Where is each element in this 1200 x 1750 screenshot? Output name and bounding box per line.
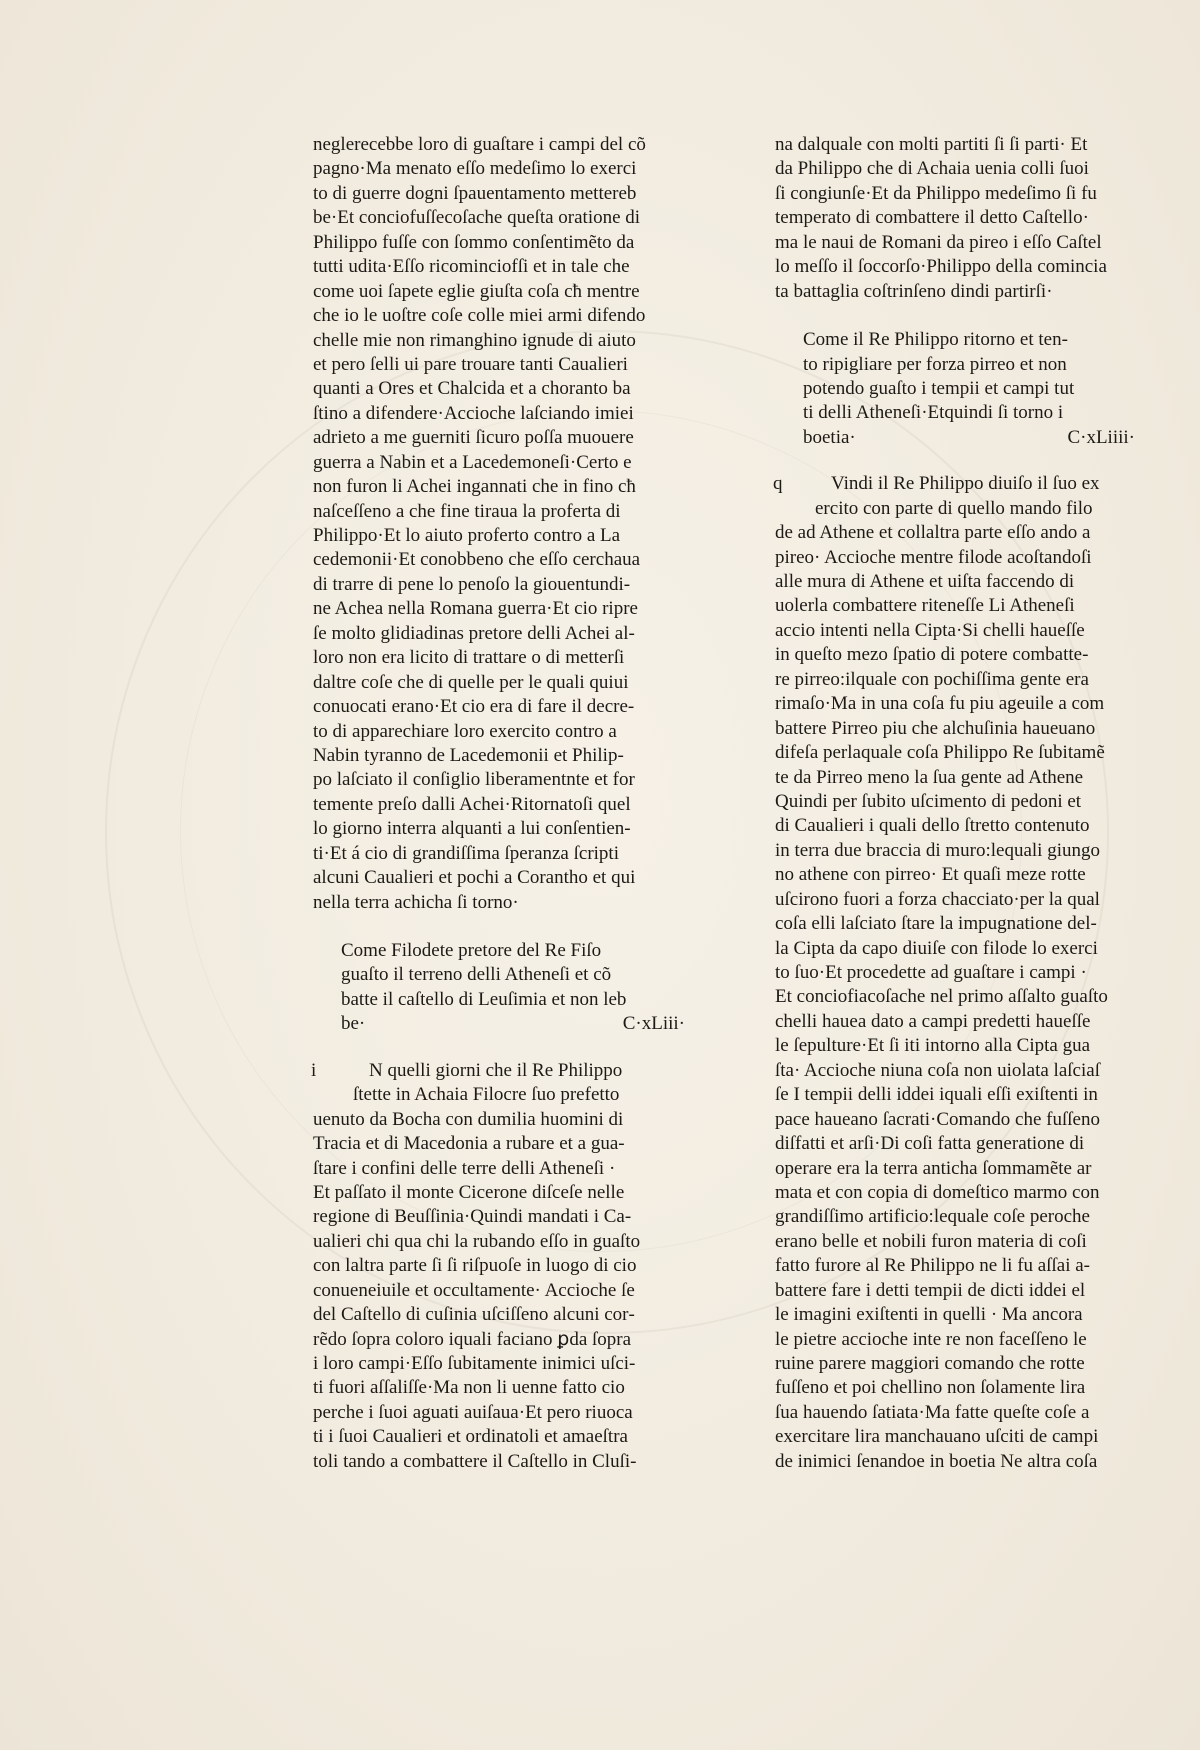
text-line: operare era la terra anticha ſommamẽte ar [775, 1157, 1092, 1179]
text-line: ruine parere maggiori comando che rotte [775, 1353, 1085, 1374]
text-line: Et conciofiacoſache nel primo aſſalto guaſto [775, 986, 1108, 1008]
text-line: uenuto da Bocha con dumilia huomini di [313, 1108, 624, 1130]
text-line: de inimici ſenandoe in boetia Ne altra coſa [775, 1450, 1098, 1472]
text-line: Vindi il Re Philippo diuiſo il ſuo ex [831, 473, 1100, 495]
text-line: Et paſſato il monte Cicerone diſceſe nelle [313, 1181, 625, 1203]
heading-line: Come il Re Philippo ritorno et ten‐ [803, 329, 1068, 351]
text-line: Philippo fuſſe con ſommo conſentimẽto da [313, 231, 635, 253]
text-line: ſtino a difendere·Accioche laſciando imiei [313, 402, 634, 424]
guide-letter: i [311, 1059, 317, 1081]
text-line: in queſto mezo ſpatio di potere combatte‐ [775, 644, 1089, 666]
text-line: di trarre di pene lo penoſo la giouentundi‐ [313, 573, 631, 595]
text-line: erano belle et nobili furon materia di coſi [775, 1230, 1087, 1252]
text-line: accio intenti nella Cipta·Si chelli haueſſe [775, 619, 1085, 641]
text-line: le imagini exiſtenti in quelli · Ma ancora [775, 1304, 1083, 1326]
text-line: perche i ſuoi aguati auiſaua·Et pero riuoca [313, 1401, 633, 1423]
text-line: ſta· Accioche niuna coſa non uiolata laſciaſ [775, 1059, 1100, 1081]
text-line: to di guerre dogni ſpauentamento mettereb [313, 182, 637, 204]
heading-line-last [341, 1012, 685, 1036]
text-line: adrieto a me guerniti ſicuro poſſa muouere [313, 427, 634, 449]
text-line: diſfatti et arſi·Di coſi fatta generatione di [775, 1133, 1085, 1155]
text-line: in terra due braccia di muro:lequali giungo [775, 839, 1100, 861]
text-line: ſtette in Achaia Filocre ſuo prefetto [353, 1084, 620, 1106]
text-line: fuſſeno et poi chellino non ſolamente lira [775, 1377, 1086, 1399]
text-line: na dalquale con molti partiti ſi ſi parti· Et [775, 134, 1088, 155]
chapter-number: C·xLiiii· [1067, 426, 1135, 448]
heading-line-last [803, 426, 1135, 450]
text-line: to ſuo·Et procedette ad guaſtare i campi · [775, 962, 1087, 983]
text-line: conueneiuile et occultamente· Accioche ſe [313, 1279, 635, 1301]
text-line: le ſepulture·Et ſi iti intorno alla Cipta gua [775, 1035, 1091, 1057]
paragraph-first-line [313, 1059, 685, 1083]
text-line: ſi congiunſe·Et da Philippo medeſimo ſi fu [775, 182, 1097, 204]
right-column [775, 133, 1135, 1474]
text-line: ſua hauendo ſatiata·Ma fatte queſte coſe a [775, 1401, 1090, 1423]
text-line: to di apparechiare loro exercito contro a [313, 720, 617, 742]
text-line: Quindi per ſubito uſcimento di pedoni et [775, 790, 1082, 812]
text-line: temperato di combattere il detto Caſtello· [775, 207, 1089, 229]
text-line: tutti udita·Eſſo ricominciofſi et in tale che [313, 256, 630, 278]
text-line: lo meſſo il ſoccorſo·Philippo della comincia [775, 256, 1107, 278]
text-line: ma le naui de Romani da pireo i eſſo Caſtel [775, 231, 1102, 253]
text-line: grandiſſimo artificio:lequale coſe peroche [775, 1206, 1090, 1228]
text-line: re pirreo:ilquale con pochiſſima gente era [775, 668, 1089, 690]
text-line: Nabin tyranno de Lacedemonii et Philip‐ [313, 744, 624, 766]
heading-line: batte il caſtello di Leuſimia et non leb [341, 988, 627, 1010]
text-line: la Cipta da capo diuiſe con filode lo exerci [775, 937, 1098, 959]
heading-line: Come Filodete pretore del Re Fiſo [341, 940, 602, 961]
text-line: ercito con parte di quello mando filo [815, 497, 1093, 519]
text-line: conuocati erano·Et cio era di fare il decre‐ [313, 696, 635, 718]
text-line: neglerecebbe loro di guaſtare i campi del cõ [313, 134, 646, 155]
text-line: Philippo·Et lo aiuto proferto contro a La [313, 525, 621, 546]
text-line: pagno·Ma menato eſſo medeſimo lo exerci [313, 158, 637, 180]
text-line: po laſciato il conſiglio liberamentnte et for [313, 769, 635, 791]
chapter-heading-right [803, 328, 1135, 450]
text-line: ti i ſuoi Caualieri et ordinatoli et amaeſtra [313, 1426, 628, 1448]
text-line: che io le uoſtre coſe colle miei armi difendo [313, 305, 646, 327]
right-text-bottom [775, 472, 1135, 1474]
text-line: mata et con copia di domeſtico marmo con [775, 1181, 1100, 1203]
chapter-number: C·xLiii· [622, 1013, 685, 1035]
text-line: quanti a Ores et Chalcida et a choranto ba [313, 378, 631, 400]
text-line: ſtare i confini delle terre delli Atheneſi · [313, 1157, 616, 1179]
text-line: temente preſo dalli Achei·Ritornatoſi quel [313, 793, 631, 815]
text-line: lo giorno interra alquanti a lui conſentien‐ [313, 818, 631, 840]
text-line: uolerla combattere riteneſſe Li Atheneſi [775, 595, 1075, 617]
text-line: i loro campi·Eſſo ſubitamente inimici uſci‐ [313, 1353, 636, 1374]
text-line: pace haueano ſacrati·Comando che fuſſeno [775, 1108, 1100, 1130]
text-line: battere fare i detti tempii de dicti iddei el [775, 1279, 1086, 1301]
left-text-top [313, 133, 685, 915]
guide-letter: q [773, 473, 783, 495]
text-line: rẽdo ſopra coloro iquali faciano ꝑda ſopra [313, 1328, 632, 1350]
text-line: come uoi ſapete eglie giuſta coſa cħ mentre [313, 280, 640, 302]
text-line: difeſa perlaquale coſa Philippo Re ſubitamẽ [775, 742, 1105, 764]
right-text-top [775, 133, 1135, 304]
text-line: exercitare lira manchauano uſciti de campi [775, 1426, 1099, 1448]
text-line: loro non era licito di trattare o di metterſi [313, 647, 625, 669]
text-line: alle mura di Athene et uiſta faccendo di [775, 571, 1075, 592]
text-line: chelle mie non rimanghino ignude di aiuto [313, 329, 636, 351]
text-line: N quelli giorni che il Re Philippo [369, 1059, 623, 1081]
text-line: con laltra parte ſi ſi riſpuoſe in luogo di cio [313, 1255, 637, 1277]
heading-line: boetia· [803, 426, 856, 448]
text-line: chelli hauea dato a campi predetti haueſſe [775, 1010, 1091, 1032]
text-line: da Philippo che di Achaia uenia colli ſuoi [775, 158, 1089, 180]
heading-line: potendo guaſto i tempii et campi tut [803, 377, 1075, 399]
heading-line: guaſto il terreno delli Atheneſi et cõ [341, 964, 612, 986]
text-line: toli tando a combattere il Caſtello in Cluſi‐ [313, 1450, 637, 1472]
text-line: et pero ſelli ui pare trouare tanti Caualieri [313, 353, 628, 375]
text-line: cedemonii·Et conobbeno che eſſo cerchaua [313, 549, 641, 571]
text-line: ti fuori aſſaliſſe·Ma non li uenne fatto cio [313, 1377, 625, 1399]
text-line: regione di Beuſſinia·Quindi mandati i Ca‐ [313, 1206, 632, 1228]
text-line: pireo· Accioche mentre filode acoſtandoſi [775, 546, 1092, 568]
text-line: daltre coſe che di quelle per le quali quiui [313, 671, 629, 693]
chapter-heading-left [341, 939, 685, 1037]
text-line: Tracia et di Macedonia a rubare et a gua‐ [313, 1133, 625, 1155]
text-line: alcuni Caualieri et pochi a Corantho et qui [313, 867, 636, 889]
heading-line: be· [341, 1013, 366, 1035]
text-line: rimaſo·Ma in una coſa fu piu ageuile a com [775, 693, 1105, 715]
left-column [313, 133, 685, 1474]
text-line: non furon li Achei ingannati che in fino cħ [313, 476, 636, 498]
text-line: fatto furore al Re Philippo ne li fu aſſai a‐ [775, 1255, 1090, 1277]
text-line: uſcirono fuori a forza chacciato·per la qual [775, 888, 1100, 910]
text-line: te da Pirreo meno la ſua gente ad Athene [775, 766, 1084, 788]
text-line: be·Et conciofuſſecoſache queſta oratione di [313, 207, 641, 229]
text-line: ne Achea nella Romana guerra·Et cio ripre [313, 598, 638, 620]
text-line: le pietre accioche inte re non faceſſeno le [775, 1328, 1087, 1350]
heading-line: to ripigliare per forza pirreo et non [803, 353, 1067, 375]
text-line: ſe molto glidiadinas pretore delli Achei al‐ [313, 622, 635, 644]
text-line: nella terra achicha ſi torno· [313, 891, 519, 913]
text-line: no athene con pirreo· Et quaſi meze rotte [775, 864, 1086, 886]
text-line: ti·Et á cio di grandiſſima ſperanza ſcripti [313, 842, 619, 864]
text-line: battere Pirreo piu che alchuſinia haueuano [775, 717, 1096, 739]
text-line: di Caualieri i quali dello ſtretto contenuto [775, 815, 1090, 837]
heading-line: ti delli Atheneſi·Etquindi ſi torno i [803, 402, 1064, 424]
text-line: de ad Athene et collaltra parte eſſo ando a [775, 522, 1091, 544]
text-line: ualieri chi qua chi la rubando eſſo in guaſto [313, 1230, 641, 1252]
text-line: guerra a Nabin et a Lacedemoneſi·Certo e [313, 451, 632, 473]
text-line: ſe I tempii delli iddei iquali eſſi exiſtenti in [775, 1084, 1098, 1106]
text-line: naſceſſeno a che fine tiraua la proferta di [313, 500, 621, 522]
paragraph-first-line [775, 472, 1135, 496]
left-text-bottom [313, 1059, 685, 1474]
text-line: coſa elli laſciato ſtare la impugnatione del‐ [775, 913, 1097, 935]
text-line: ta battaglia coſtrinſeno dindi partirſi· [775, 280, 1053, 302]
text-line: del Caſtello di cuſinia uſciſſeno alcuni cor‐ [313, 1304, 635, 1326]
